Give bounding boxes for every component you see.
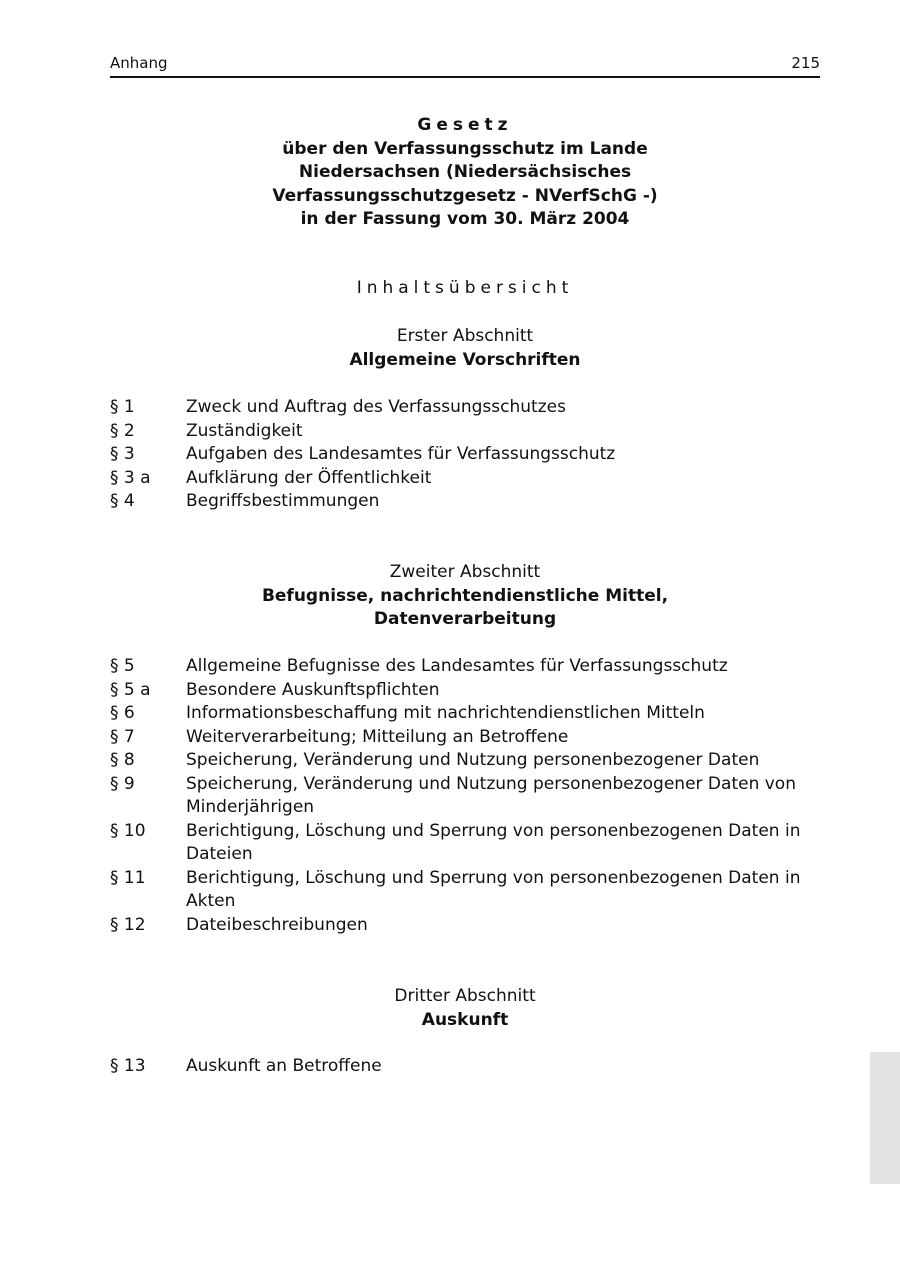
- toc-entry-title: Aufklärung der Öffentlichkeit: [186, 467, 432, 488]
- toc-entry: [110, 443, 820, 467]
- section-3-number: Dritter Abschnitt: [394, 986, 536, 1006]
- toc-entry-title: Zuständigkeit: [186, 420, 303, 441]
- toc-entry-title: Besondere Auskunftspflichten: [186, 679, 440, 700]
- toc-entry-title: Zweck und Auftrag des Verfassungsschutzes: [186, 397, 566, 417]
- overview-heading: Inhaltsübersicht: [356, 278, 574, 298]
- thumb-index-tab: [870, 1052, 900, 1184]
- toc-entry-number: § 13: [110, 1056, 146, 1076]
- toc-entry-number: § 8: [110, 750, 135, 770]
- toc-entry-number: § 4: [110, 491, 135, 511]
- section-1-toc: [110, 396, 820, 514]
- toc-entry-number: § 12: [110, 914, 146, 935]
- toc-entry: [110, 773, 820, 820]
- toc-entry-number: § 6: [110, 703, 135, 723]
- header-section-label: Anhang: [110, 54, 168, 72]
- title-line-5: in der Fassung vom 30. März 2004: [300, 209, 630, 229]
- section-2-heading: [110, 561, 820, 632]
- toc-entry: [110, 867, 820, 914]
- toc-entry-title: Aufgaben des Landesamtes für Verfassungsschutz: [186, 444, 616, 464]
- law-title: [190, 114, 740, 232]
- toc-entry: [110, 420, 820, 444]
- toc-entry-title: Berichtigung, Löschung und Sperrung von personenbezogenen Daten in Akten: [186, 867, 801, 911]
- toc-entry-number: § 1: [110, 397, 135, 417]
- toc-entry-title: Speicherung, Veränderung und Nutzung personenbezogener Daten: [186, 750, 760, 770]
- toc-entry: [110, 726, 820, 750]
- toc-entry: [110, 655, 820, 679]
- toc-entry-number: § 3: [110, 444, 135, 464]
- toc-entry: [110, 396, 820, 420]
- toc-entry-number: § 5: [110, 656, 135, 676]
- toc-entry: [110, 749, 820, 773]
- section-1-heading: [110, 325, 820, 372]
- section-1-name: Allgemeine Vorschriften: [349, 349, 581, 370]
- toc-entry-title: Berichtigung, Löschung und Sperrung von personenbezogenen Daten in Dateien: [186, 820, 801, 864]
- toc-entry: [110, 914, 820, 938]
- section-2-name-line-2: Datenverarbeitung: [373, 609, 557, 629]
- toc-entry-title: Auskunft an Betroffene: [186, 1056, 382, 1076]
- toc-entry-title: Weiterverarbeitung; Mitteilung an Betroffene: [186, 726, 569, 747]
- title-line-2: über den Verfassungsschutz im Lande: [282, 138, 648, 159]
- section-1-number: Erster Abschnitt: [396, 326, 534, 346]
- toc-entry-number: § 11: [110, 867, 146, 888]
- section-2-toc: [110, 655, 820, 937]
- toc-entry-number: § 3 a: [110, 467, 151, 488]
- toc-entry-title: Informationsbeschaffung mit nachrichtendienstlichen Mitteln: [186, 703, 705, 723]
- title-line-1: Gesetz: [417, 115, 513, 135]
- toc-entry-title: Begriffsbestimmungen: [186, 491, 380, 511]
- toc-entry-number: § 10: [110, 820, 146, 841]
- toc-entry: [110, 820, 820, 867]
- page-number: 215: [791, 54, 820, 72]
- toc-entry: [110, 1055, 820, 1079]
- toc-entry-title: Speicherung, Veränderung und Nutzung personenbezogener Daten von Minderjährigen: [186, 773, 796, 817]
- title-line-4: Verfassungsschutzgesetz - NVerfSchG -): [272, 185, 658, 206]
- section-3-toc: [110, 1055, 820, 1079]
- toc-entry-title: Dateibeschreibungen: [186, 914, 368, 935]
- toc-entry-number: § 2: [110, 420, 135, 441]
- section-2-name-line-1: Befugnisse, nachrichtendienstliche Mittel,: [261, 585, 669, 606]
- running-header: [110, 52, 820, 78]
- toc-entry: [110, 467, 820, 491]
- toc-entry-number: § 7: [110, 726, 135, 747]
- toc-entry: [110, 702, 820, 726]
- title-line-3: Niedersachsen (Niedersächsisches: [298, 162, 632, 182]
- section-2-number: Zweiter Abschnitt: [389, 562, 541, 582]
- section-3-name: Auskunft: [421, 1009, 509, 1030]
- section-3-heading: [110, 985, 820, 1032]
- toc-entry: [110, 490, 820, 514]
- toc-entry: [110, 679, 820, 703]
- toc-entry-number: § 9: [110, 773, 135, 794]
- toc-entry-number: § 5 a: [110, 679, 151, 700]
- toc-entry-title: Allgemeine Befugnisse des Landesamtes für Verfassungsschutz: [186, 656, 728, 676]
